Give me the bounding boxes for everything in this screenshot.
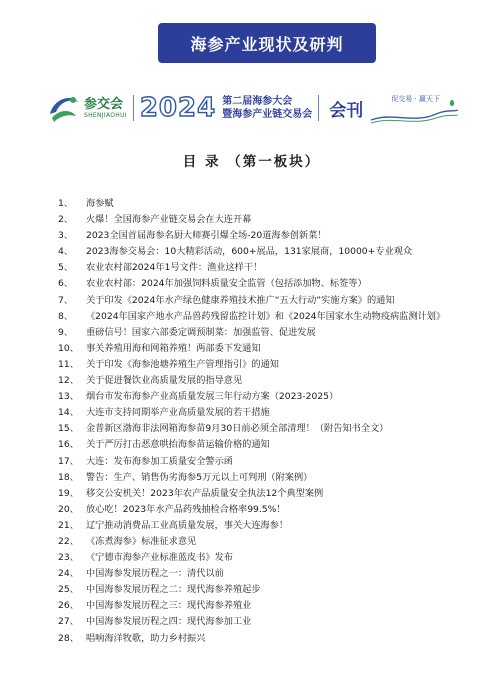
toc-item[interactable] (58, 631, 463, 647)
logo-huikan: 会刊 (329, 100, 364, 121)
toc-item-text: 关于促进餐饮业高质量发展的指导意见 (86, 375, 243, 387)
toc-item[interactable] (58, 566, 463, 582)
toc-item[interactable] (58, 293, 463, 309)
toc-item[interactable] (58, 518, 463, 534)
toc-item-number: 20、 (58, 503, 79, 515)
toc-item-number: 5、 (58, 262, 74, 274)
toc-title: 目 录 （第一板块） (182, 154, 321, 170)
toc-list (58, 196, 463, 647)
toc-item-text: 移交公安机关！2023年农产品质量安全执法12个典型案例 (86, 487, 324, 499)
toc-item-text: 中国海参发展历程之二：现代海参养殖起步 (86, 584, 261, 596)
toc-item-text: 中国海参发展历程之四：现代海参加工业 (86, 616, 252, 628)
toc-item[interactable] (58, 421, 463, 437)
logo-slogan: 促交易 · 赢天下 (391, 95, 440, 103)
toc-item-text: 事关养殖用海和网箱养殖！两部委下发通知 (86, 342, 261, 354)
toc-item-number: 12、 (58, 375, 79, 387)
toc-item-number: 8、 (58, 310, 74, 322)
toc-item-number: 4、 (58, 246, 74, 258)
toc-item-text: 海参赋 (86, 198, 114, 209)
section-banner (158, 23, 376, 63)
toc-item-number: 10、 (58, 342, 79, 354)
toc-item-text: 大连市支持同期举产业高质量发展的若干措施 (86, 407, 270, 419)
toc-item-number: 17、 (58, 455, 79, 467)
toc-item[interactable] (58, 614, 463, 630)
toc-item[interactable] (58, 454, 463, 470)
toc-item-number: 19、 (58, 487, 79, 499)
toc-item-number: 18、 (58, 471, 79, 483)
toc-item-text: 火爆！全国海参产业链交易会在大连开幕 (86, 214, 252, 226)
banner-title: 海参产业现状及研判 (190, 34, 344, 54)
toc-item[interactable] (58, 357, 463, 373)
toc-item-number: 7、 (58, 294, 74, 306)
toc-item[interactable] (58, 550, 463, 566)
toc-item-text: 2023全国首届海参名厨大师赛引爆全场-20道海参创新菜！ (86, 230, 327, 242)
shenjiaohui-logo-icon (46, 90, 82, 126)
toc-item-text: 金普新区渤海非法网箱海参苗9月30日前必须全部清理！（附告知书全文） (86, 423, 389, 435)
logo-name-en: SHENJIAOHUI (84, 111, 127, 119)
toc-item-text: 唱响海洋牧歌，助力乡村振兴 (86, 632, 206, 644)
toc-item-text: 《2024年国家产地水产品兽药残留监控计划》和《2024年国家水生动物疫病监测计划》 (86, 310, 446, 322)
toc-item-number: 1、 (58, 198, 74, 209)
toc-item[interactable] (58, 373, 463, 389)
logo-wave-decoration (371, 90, 458, 126)
toc-item-number: 2、 (58, 214, 74, 226)
toc-item[interactable] (58, 389, 463, 405)
toc-item[interactable] (58, 486, 463, 502)
toc-item-number: 13、 (58, 391, 79, 403)
toc-item-number: 24、 (58, 568, 79, 580)
toc-item-number: 6、 (58, 278, 74, 290)
toc-item-number: 27、 (58, 616, 79, 628)
toc-item[interactable] (58, 405, 463, 421)
toc-item[interactable] (58, 534, 463, 550)
toc-item-number: 14、 (58, 407, 79, 419)
toc-item[interactable] (58, 260, 463, 276)
toc-item-number: 16、 (58, 439, 79, 451)
toc-item[interactable] (58, 309, 463, 325)
toc-item-text: 2023海参交易会：10大精彩活动，600+展品，131家展商，10000+专业观众 (86, 246, 413, 258)
toc-item-text: 辽宁推动消费品工业高质量发展，事关大连海参！ (86, 519, 289, 531)
logo-line1: 第二届海参大会 (222, 96, 293, 107)
toc-item-number: 22、 (58, 535, 79, 547)
toc-item-number: 11、 (58, 358, 79, 370)
toc-item[interactable] (58, 470, 463, 486)
logo-text (84, 97, 127, 120)
toc-item-text: 《宁德市海参产业标准蓝皮书》发布 (86, 552, 233, 564)
logo-divider (133, 95, 134, 121)
toc-item-number: 25、 (58, 584, 79, 596)
logo-line2: 暨海参产业链交易会 (222, 109, 313, 120)
toc-item-number: 23、 (58, 552, 79, 564)
toc-item[interactable] (58, 212, 463, 228)
toc-item-text: 关于严厉打击恶意哄抬海参苗运输价格的通知 (86, 439, 270, 451)
toc-item[interactable] (58, 228, 463, 244)
toc-item[interactable] (58, 244, 463, 260)
toc-item[interactable] (58, 582, 463, 598)
toc-item-text: 关于印发《2024年水产绿色健康养殖技术推广“五大行动”实施方案》的通知 (86, 294, 395, 306)
toc-item-number: 21、 (58, 519, 79, 531)
toc-item-number: 9、 (58, 326, 74, 338)
logo-divider-2 (318, 95, 319, 121)
toc-item-text: 关于印发《海参池塘养殖生产管理指引》的通知 (86, 358, 279, 370)
toc-item-text: 中国海参发展历程之一：清代以前 (86, 568, 224, 580)
toc-item-text: 《冻煮海参》标准征求意见 (86, 535, 197, 547)
toc-item-text: 重磅信号！国家六部委定调预制菜：加强监管、促进发展 (86, 326, 316, 338)
toc-item[interactable] (58, 437, 463, 453)
toc-item[interactable] (58, 502, 463, 518)
toc-item[interactable] (58, 325, 463, 341)
toc-item-text: 烟台市发布海参产业高质量发展三年行动方案（2023-2025） (86, 391, 339, 403)
toc-item-number: 15、 (58, 423, 79, 435)
logo-name-cn: 参交会 (84, 96, 124, 112)
toc-item[interactable] (58, 196, 463, 212)
toc-item-text: 农业农村部：2024年加强饲料质量安全监管（包括添加物、标签等） (86, 278, 367, 290)
toc-item[interactable] (58, 341, 463, 357)
toc-item-number: 26、 (58, 600, 79, 612)
toc-item-text: 农业农村部2024年1号文件：渔业这样干！ (86, 262, 263, 274)
logo-year: 2024 (139, 93, 217, 123)
toc-item-text: 放心吃！2023年水产品药残抽检合格率99.5%！ (86, 503, 286, 515)
toc-item-number: 28、 (58, 632, 79, 644)
toc-item-number: 3、 (58, 230, 74, 242)
toc-item-text: 中国海参发展历程之三：现代海参养殖业 (86, 600, 252, 612)
toc-item-text: 大连：发布海参加工质量安全警示函 (86, 455, 233, 467)
toc-item-text: 警告：生产、销售伪劣海参5万元以上可判刑（附案例） (86, 471, 313, 483)
toc-item[interactable] (58, 598, 463, 614)
toc-item[interactable] (58, 276, 463, 292)
logo-event-name (222, 95, 312, 121)
event-logo-bar (46, 90, 458, 126)
